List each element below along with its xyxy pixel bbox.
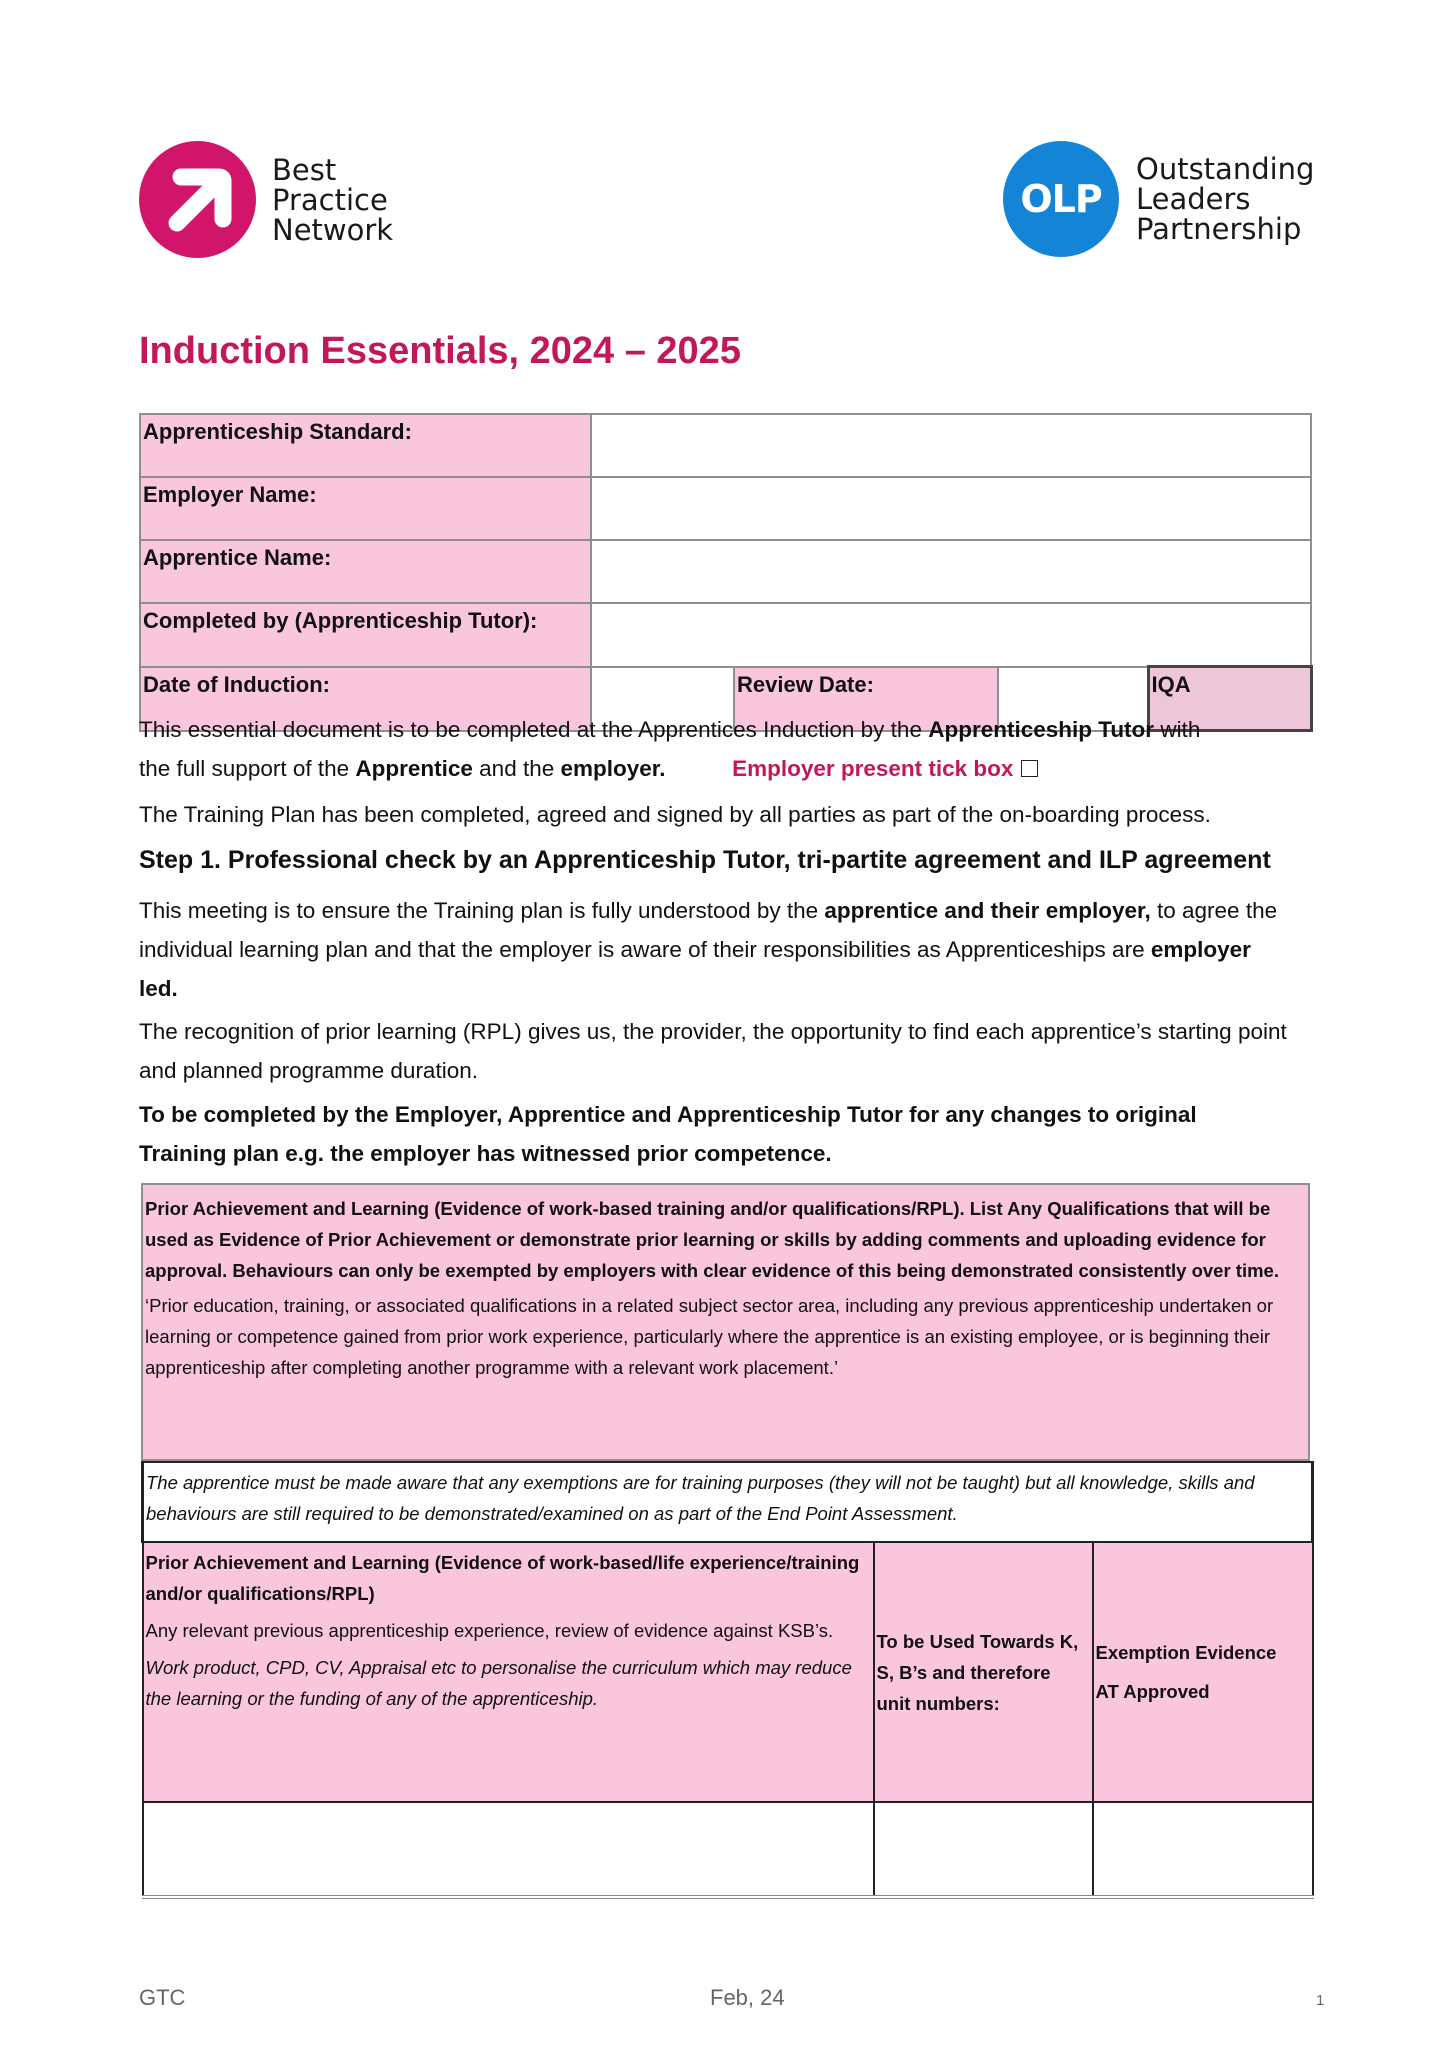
logo-line: Best: [272, 152, 337, 187]
table-row: [143, 1542, 1313, 1802]
prior-learning-entry-field[interactable]: [143, 1802, 874, 1897]
intro-paragraph: [139, 710, 1319, 788]
completed-by-label: Completed by (Apprenticeship Tutor):: [140, 603, 591, 667]
induction-info-table: [139, 413, 1313, 732]
employer-present-label: Employer present tick box: [732, 756, 1014, 781]
logo-line: Partnership: [1136, 212, 1302, 246]
completed-by-field[interactable]: [591, 603, 1311, 667]
intro-bold-tutor: Apprenticeship Tutor: [928, 717, 1155, 742]
logo-line: Leaders: [1136, 182, 1251, 216]
step1-text: to agree the individual learning plan and that the employer is aware of their responsibilities as Apprenticeships are: [139, 898, 1278, 962]
prior-achievement-box[interactable]: [141, 1183, 1310, 1461]
step1-bold-text: employer led.: [139, 937, 1251, 1001]
apprentice-name-field[interactable]: [591, 540, 1311, 603]
table-row: [140, 603, 1311, 667]
bpn-logo-text: [272, 152, 394, 247]
rpl-paragraph: The recognition of prior learning (RPL) gives us, the provider, the opportunity to find each apprentice’s starting point and planned programme duration.: [139, 1019, 1287, 1083]
at-approved-label: AT Approved: [1095, 1681, 1210, 1702]
table-row: [143, 1802, 1313, 1897]
prior-learning-description: Any relevant previous apprenticeship experience, review of evidence against KSB’s.: [145, 1620, 834, 1641]
apprenticeship-standard-field[interactable]: [591, 414, 1311, 477]
step1-paragraph-1: [139, 891, 1289, 1008]
intro-text: the full support of the: [139, 756, 356, 781]
logo-line: Practice: [272, 182, 388, 217]
date-of-induction-label: Date of Induction:: [140, 667, 591, 731]
olp-mark: OLP: [1020, 177, 1102, 221]
intro-bold-employer: employer.: [560, 756, 666, 781]
step1-bold-text: apprentice and their employer,: [824, 898, 1151, 923]
olp-logo-circle: [1003, 141, 1119, 257]
intro-text: with: [1154, 717, 1201, 742]
logo-line: Outstanding: [1136, 152, 1315, 186]
best-practice-network-logo: [139, 141, 393, 258]
arrow-up-right-icon: [139, 141, 256, 258]
page-number: 1: [1316, 1992, 1325, 2009]
prior-learning-title: Prior Achievement and Learning (Evidence of work-based/life experience/training and/or qualifications/RPL): [145, 1552, 860, 1604]
step1-heading: Step 1. Professional check by an Apprenticeship Tutor, tri-partite agreement and ILP agreement: [139, 846, 1271, 874]
olp-logo-text: [1136, 154, 1314, 244]
bpn-logo-circle: [139, 141, 256, 258]
logo-line: Network: [272, 212, 394, 247]
exemption-evidence-label: Exemption Evidence: [1095, 1642, 1277, 1663]
intro-bold-apprentice: Apprentice: [355, 756, 473, 781]
ksb-units-header: To be Used Towards K, S, B’s and therefore unit numbers:: [874, 1542, 1093, 1802]
employer-name-label: Employer Name:: [140, 477, 591, 540]
intro-text: and the: [472, 756, 561, 781]
employer-present-checkbox[interactable]: [1021, 760, 1038, 777]
completion-instruction: To be completed by the Employer, Apprentice and Apprenticeship Tutor for any changes to original Training plan e.g. the employer has witnessed prior competence.: [139, 1102, 1197, 1166]
table-row: [143, 1462, 1313, 1542]
training-plan-statement: The Training Plan has been completed, agreed and signed by all parties as part of the on-boarding process.: [139, 802, 1211, 827]
exemption-evidence-entry-field[interactable]: [1093, 1802, 1313, 1897]
table-row: [140, 477, 1311, 540]
prior-learning-header: [143, 1542, 874, 1802]
footer-left: GTC: [139, 1985, 186, 2010]
table-row: [140, 540, 1311, 603]
iqa-cell[interactable]: IQA: [1148, 667, 1311, 731]
prior-learning-table: [141, 1461, 1314, 1899]
outstanding-leaders-partnership-logo: [1003, 141, 1314, 257]
employer-name-field[interactable]: [591, 477, 1311, 540]
apprenticeship-standard-label: Apprenticeship Standard:: [140, 414, 591, 477]
prior-achievement-instructions: Prior Achievement and Learning (Evidence of work-based training and/or qualifications/RPL). List Any Qualifications that will be used as Evidence of Prior Achievement or demonstrate prior learning or skills by adding comments and uploading evidence for approval. Behaviours can only be exempted by employers with clear evidence of this being demonstrated consistently over time.: [145, 1198, 1279, 1281]
prior-learning-examples: Work product, CPD, CV, Appraisal etc to personalise the curriculum which may reduce the learning or the funding of any of the apprenticeship.: [145, 1657, 852, 1709]
page-title: Induction Essentials, 2024 – 2025: [139, 330, 741, 372]
prior-achievement-quote: ‘Prior education, training, or associated qualifications in a related subject sector area, including any previous apprenticeship undertaken or learning or competence gained from prior work experience, particularly where the apprentice is an existing employee, or is beginning their apprenticeship after completing another programme with a relevant work placement.’: [145, 1295, 1274, 1378]
table-row: [140, 414, 1311, 477]
footer-date: Feb, 24: [710, 1985, 785, 2010]
review-date-label: Review Date:: [734, 667, 998, 731]
apprentice-name-label: Apprentice Name:: [140, 540, 591, 603]
ksb-units-entry-field[interactable]: [874, 1802, 1093, 1897]
exemption-note: The apprentice must be made aware that any exemptions are for training purposes (they will not be taught) but all knowledge, skills and behaviours are still required to be demonstrated/examined on as part of the End Point Assessment.: [143, 1462, 1313, 1542]
step1-text: This meeting is to ensure the Training plan is fully understood by the: [139, 898, 825, 923]
exemption-evidence-header: [1093, 1542, 1313, 1802]
intro-text: This essential document is to be completed at the Apprentices Induction by the: [139, 717, 929, 742]
